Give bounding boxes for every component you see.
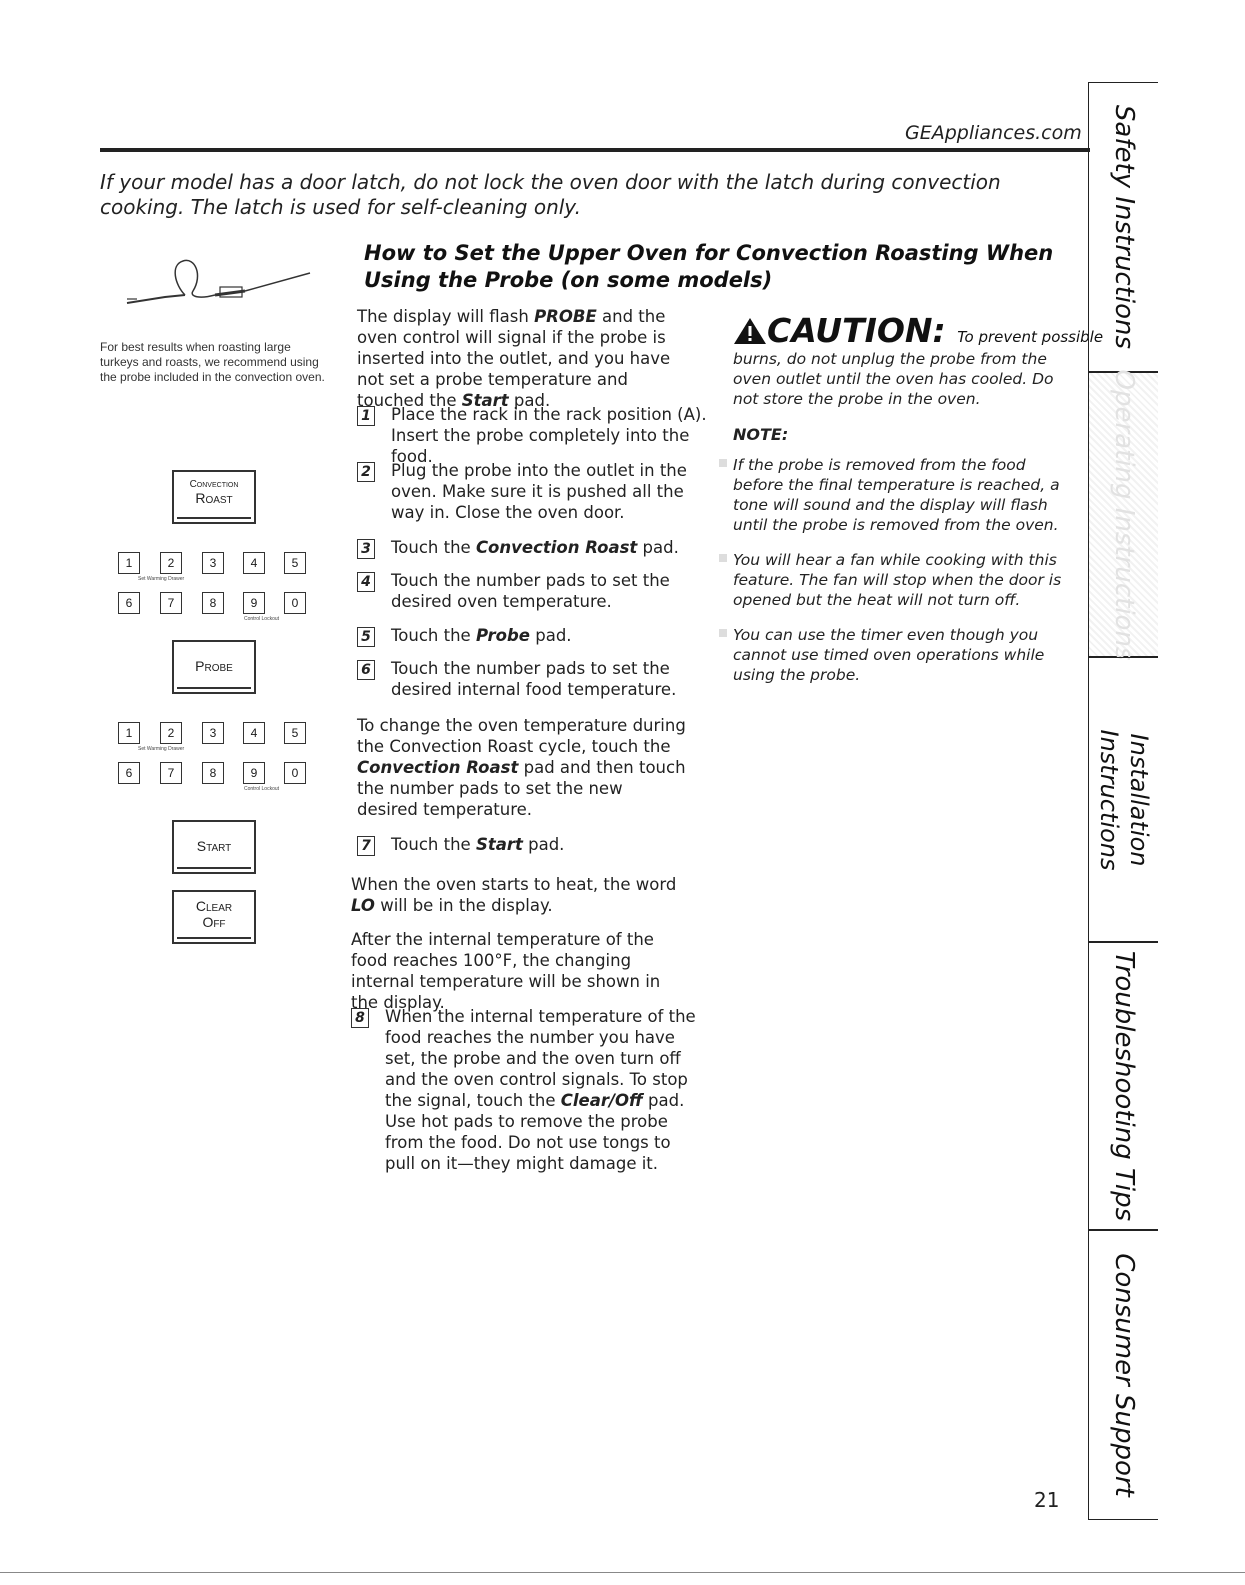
step-number: 8 xyxy=(351,1008,369,1028)
intro-probe-word: PROBE xyxy=(534,307,597,326)
tab-installation-instructions[interactable] xyxy=(1088,657,1158,942)
clear-pad-line2: Off xyxy=(202,914,226,930)
step-text: Plug the probe into the outlet in the oven. Make sure it is pushed all the way in. Close the oven door. xyxy=(391,461,687,522)
warming-drawer-label: Set Warming Drawer xyxy=(138,576,185,582)
change-temperature-paragraph: To change the oven temperature during the Convection Roast cycle, touch the Convection Roast pad and then touch the number pads to set the new desired temperature. xyxy=(357,716,686,819)
bullet-icon xyxy=(719,459,727,467)
page-number: 21 xyxy=(1034,1488,1060,1512)
door-latch-note: If your model has a door latch, do not lock the oven door with the latch during convection cooking. The latch is used for self-cleaning only. xyxy=(100,170,1001,219)
key-7: 7 xyxy=(160,762,182,784)
bullet-icon xyxy=(719,629,727,637)
key-1: 1 xyxy=(118,552,140,574)
bottom-rule xyxy=(0,1572,1245,1573)
oven-heating-paragraph: When the oven starts to heat, the word LO will be in the display. xyxy=(351,875,677,915)
key-1: 1 xyxy=(118,722,140,744)
step-number: 7 xyxy=(357,836,375,856)
key-2: 2 xyxy=(160,722,182,744)
tab-label: Troubleshooting Tips xyxy=(1108,950,1139,1222)
step-3 xyxy=(357,537,711,559)
step-number: 2 xyxy=(357,462,375,482)
control-lockout-label: Control Lockout xyxy=(244,786,280,792)
step-text: Touch the number pads to set the desired internal food temperature. xyxy=(391,659,677,699)
key-4: 4 xyxy=(243,722,265,744)
step-4 xyxy=(357,570,711,612)
internal-temperature-paragraph: After the internal temperature of the food reaches 100°F, the changing internal temperature will be shown in the display. xyxy=(351,930,661,1012)
tab-troubleshooting-tips[interactable] xyxy=(1088,942,1158,1230)
key-3: 3 xyxy=(202,722,224,744)
step-text: Touch the Start pad. xyxy=(391,835,565,854)
probe-pad-label: Probe xyxy=(195,658,233,674)
step-8 xyxy=(351,1006,705,1174)
key-9: 9 xyxy=(243,592,265,614)
step-number: 6 xyxy=(357,660,375,680)
key-4: 4 xyxy=(243,552,265,574)
number-pad-1 xyxy=(118,552,318,622)
number-pad-2 xyxy=(118,722,318,792)
step-1 xyxy=(357,404,711,467)
tab-operating-instructions[interactable] xyxy=(1088,369,1158,660)
start-pad xyxy=(172,820,256,874)
caution-body: burns, do not unplug the probe from the oven outlet until the oven has cooled. Do not store the probe in the oven. xyxy=(733,350,1054,408)
step-text: Touch the Convection Roast pad. xyxy=(391,538,679,557)
step-number: 3 xyxy=(357,539,375,559)
key-5: 5 xyxy=(284,552,306,574)
probe-intro-paragraph xyxy=(357,306,697,411)
step-5 xyxy=(357,625,711,647)
warming-drawer-label: Set Warming Drawer xyxy=(138,746,185,752)
note-label: NOTE: xyxy=(733,425,789,444)
site-url: GEAppliances.com xyxy=(905,122,1082,144)
step-text: When the internal temperature of the food reaches the number you have set, the probe and the oven turn off and the oven control signals. To stop the signal, touch the Clear/Off pad. Use hot pads to remove the probe from the food. Do not use tongs to pull on it—they might damage it. xyxy=(385,1007,696,1173)
key-3: 3 xyxy=(202,552,224,574)
key-6: 6 xyxy=(118,592,140,614)
tab-safety-instructions[interactable] xyxy=(1088,82,1158,372)
step-text: Touch the number pads to set the desired oven temperature. xyxy=(391,571,670,611)
warning-triangle-icon xyxy=(733,317,767,345)
key-5: 5 xyxy=(284,722,306,744)
key-6: 6 xyxy=(118,762,140,784)
step-number: 1 xyxy=(357,406,375,426)
step-text: Place the rack in the rack position (A). Insert the probe completely into the food. xyxy=(391,405,707,466)
tab-label: Installation Instructions xyxy=(1094,729,1153,870)
intro-text-a: The display will flash xyxy=(357,307,535,326)
key-2: 2 xyxy=(160,552,182,574)
key-0: 0 xyxy=(284,592,306,614)
step-number: 4 xyxy=(357,572,375,592)
bullet-icon xyxy=(719,554,727,562)
probe-caption: For best results when roasting large turkeys and roasts, we recommend using the probe included in the convection oven. xyxy=(100,340,325,384)
step-6 xyxy=(357,658,711,700)
intro-start-word: Start xyxy=(461,391,509,410)
section-heading: How to Set the Upper Oven for Convection Roasting When Using the Probe (on some models) xyxy=(364,241,1054,292)
step-7 xyxy=(357,834,711,856)
step-2 xyxy=(357,460,711,523)
control-lockout-label: Control Lockout xyxy=(244,616,280,622)
note-item-1: If the probe is removed from the food before the final temperature is reached, a tone will sound and the display will flash until the probe is removed from the oven. xyxy=(733,455,1073,535)
key-7: 7 xyxy=(160,592,182,614)
clear-pad-line1: Clear xyxy=(195,898,233,914)
convection-roast-pad xyxy=(172,470,256,524)
header-rule xyxy=(100,148,1090,152)
note-item-3: You can use the timer even though you cannot use timed oven operations while using the probe. xyxy=(733,625,1073,685)
tab-label: Consumer Support xyxy=(1108,1253,1139,1497)
tab-consumer-support[interactable] xyxy=(1088,1230,1158,1520)
step-number: 5 xyxy=(357,627,375,647)
tab-label: Safety Instructions xyxy=(1108,104,1139,350)
key-8: 8 xyxy=(202,592,224,614)
intro-text-c: pad. xyxy=(508,391,551,410)
caution-lead: To prevent possible xyxy=(957,328,1104,346)
caution-heading xyxy=(733,311,1103,350)
key-8: 8 xyxy=(202,762,224,784)
clear-off-pad xyxy=(172,890,256,944)
note-item-2: You will hear a fan while cooking with this feature. The fan will stop when the door is opened but the heat will not turn off. xyxy=(733,550,1073,610)
caution-title: CAUTION: xyxy=(767,311,946,350)
convection-pad-line2: Roast xyxy=(195,490,233,506)
temperature-probe-illustration xyxy=(125,255,315,310)
probe-pad xyxy=(172,640,256,694)
key-9: 9 xyxy=(243,762,265,784)
key-0: 0 xyxy=(284,762,306,784)
step-text: Touch the Probe pad. xyxy=(391,626,572,645)
tab-label: Operating Instructions xyxy=(1108,369,1139,660)
convection-pad-line1: Convection xyxy=(189,479,239,490)
start-pad-label: Start xyxy=(196,838,232,854)
intro-text-b: and the oven control will signal if the probe is inserted into the outlet, and you have not set a probe temperature and touched the xyxy=(357,307,671,410)
